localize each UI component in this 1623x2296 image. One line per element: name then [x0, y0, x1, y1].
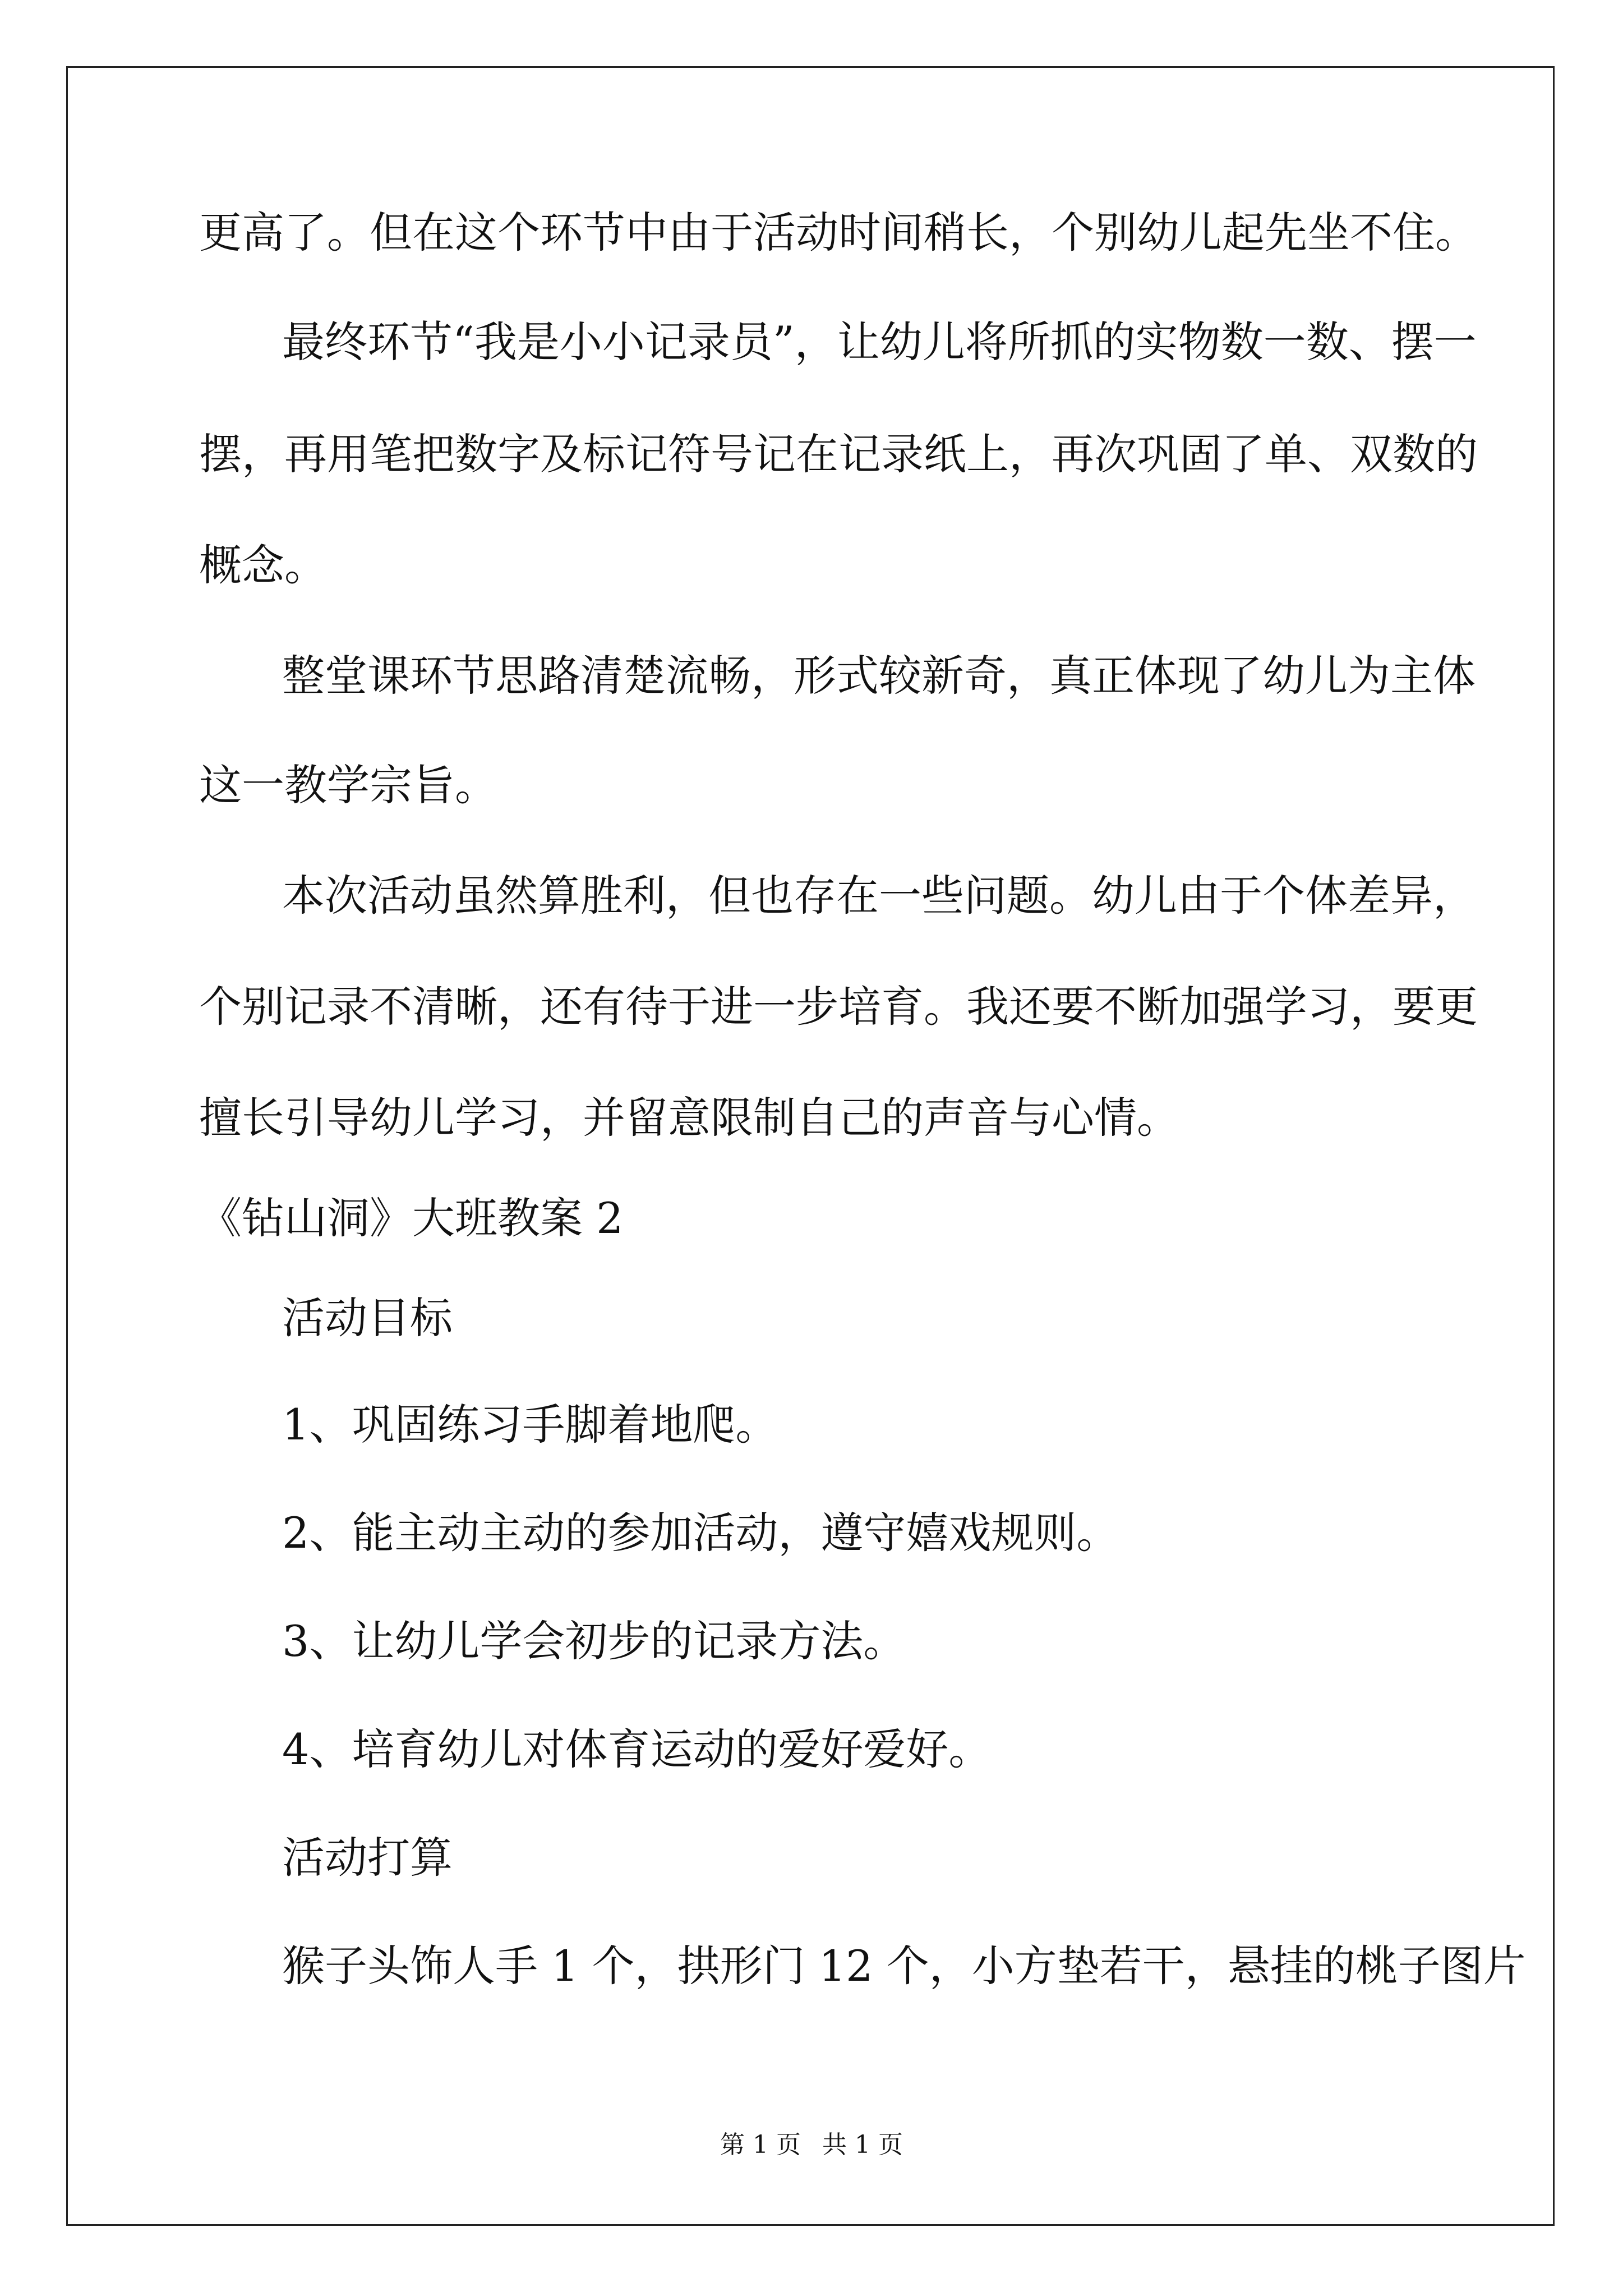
section-heading: 活动打算	[282, 1833, 453, 1883]
paragraph-line: 整堂课环节思路清楚流畅，形式较新奇，真正体现了幼儿为主体	[282, 651, 1476, 701]
paragraph-line: 摆，再用笔把数字及标记符号记在记录纸上，再次巩固了单、双数的	[199, 429, 1478, 479]
paragraph-line: 猴子头饰人手 1 个，拱形门 12 个，小方垫若干，悬挂的桃子图片	[282, 1941, 1526, 1991]
paragraph-line: 这一教学宗旨。	[199, 760, 497, 810]
paragraph-line: 更高了。但在这个环节中由于活动时间稍长，个别幼儿起先坐不住。	[199, 208, 1478, 257]
paragraph-line: 最终环节“我是小小记录员”，让幼儿将所抓的实物数一数、摆一	[282, 317, 1477, 367]
section-title: 《钻山洞》大班教案 2	[199, 1193, 624, 1243]
paragraph-line: 个别记录不清晰，还有待于进一步培育。我还要不断加强学习，要更	[199, 982, 1478, 1032]
list-item: 1、巩固练习手脚着地爬。	[282, 1400, 778, 1450]
section-heading: 活动目标	[282, 1293, 453, 1343]
list-item: 3、让幼儿学会初步的记录方法。	[282, 1616, 906, 1666]
page-number: 第 1 页	[720, 2131, 801, 2159]
page-total: 共 1 页	[822, 2131, 903, 2159]
paragraph-line: 擅长引导幼儿学习，并留意限制自己的声音与心情。	[199, 1093, 1179, 1143]
paragraph-line: 本次活动虽然算胜利，但也存在一些问题。幼儿由于个体差异，	[282, 871, 1476, 921]
list-item: 2、能主动主动的参加活动，遵守嬉戏规则。	[282, 1508, 1119, 1558]
page-footer	[0, 2129, 1623, 2161]
paragraph-line: 概念。	[199, 540, 327, 590]
page-border	[66, 66, 1555, 2226]
list-item: 4、培育幼儿对体育运动的爱好爱好。	[282, 1724, 992, 1774]
